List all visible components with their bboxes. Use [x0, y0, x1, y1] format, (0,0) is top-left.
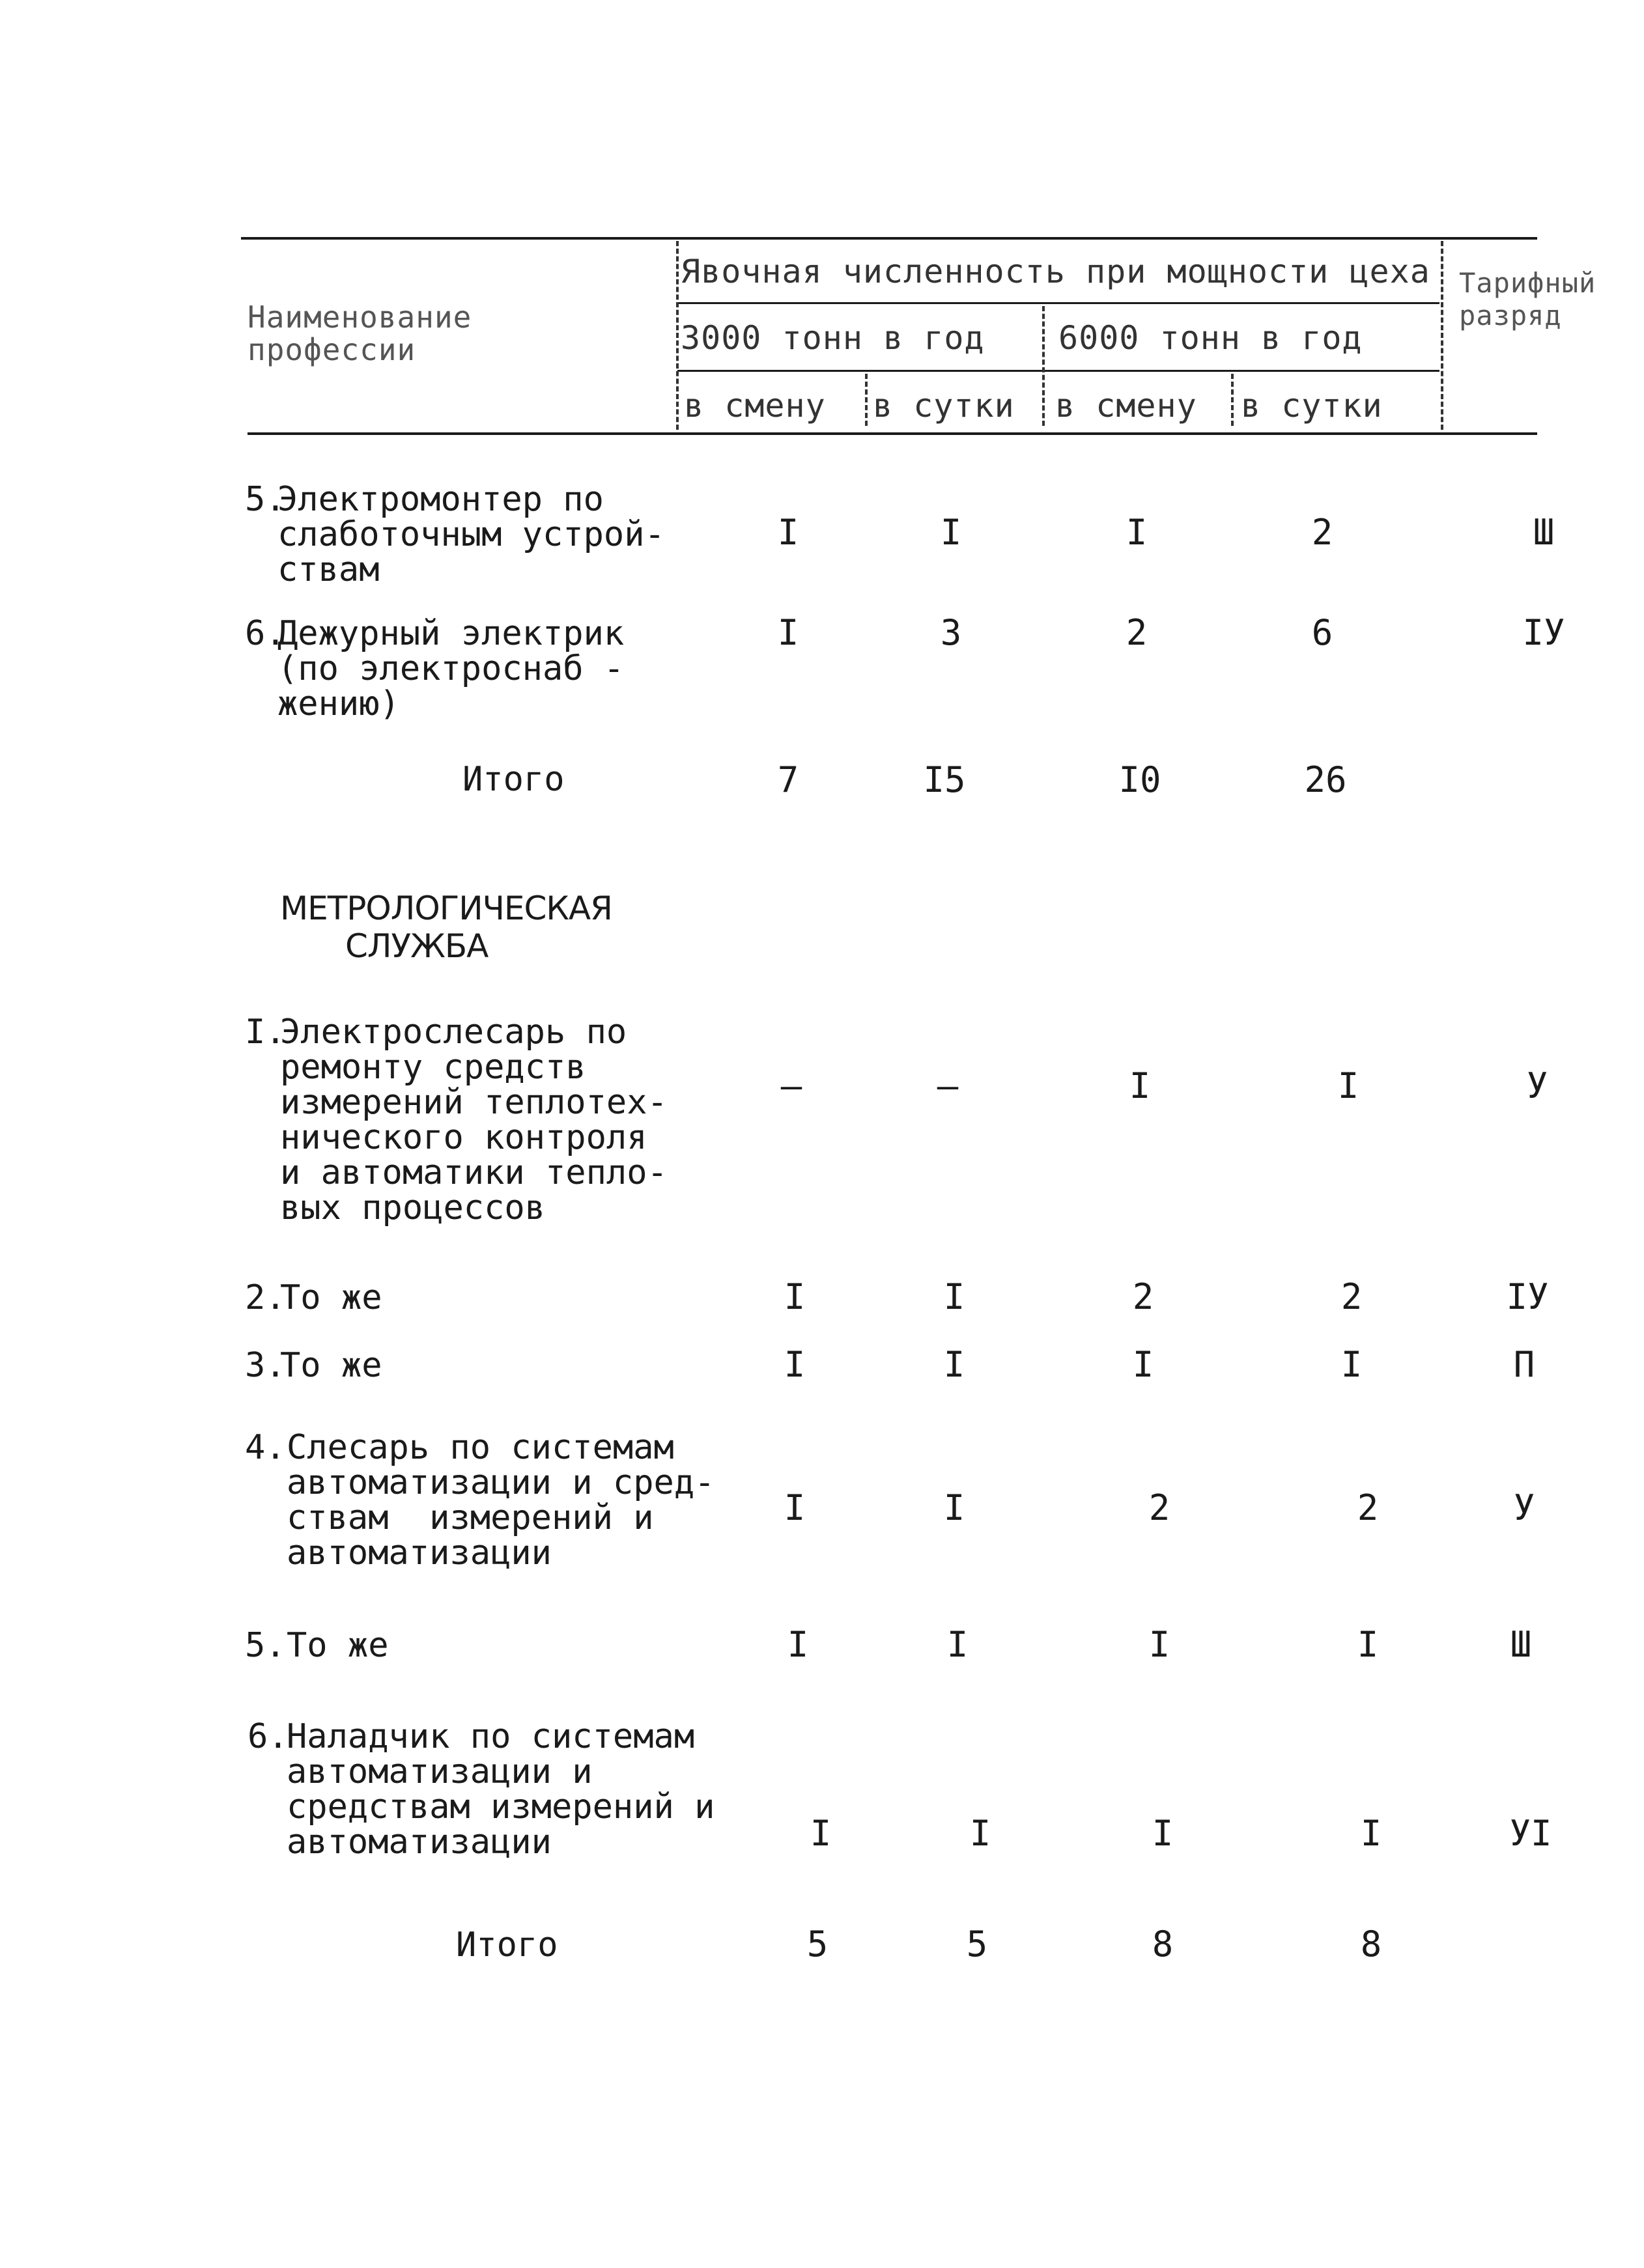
cell-rank: У: [1513, 1487, 1535, 1528]
total-label: Итого: [456, 1925, 558, 1965]
row-number: 5.: [245, 480, 286, 519]
header-divider-left: [676, 241, 679, 430]
cell-shift-3: 2: [1132, 1276, 1154, 1317]
cell-shift-3: I: [1126, 512, 1148, 553]
cell-shift-4: I: [1357, 1624, 1379, 1665]
cell-shift-1: I: [810, 1813, 832, 1854]
section-title: МЕТРОЛОГИЧЕСКАЯ СЛУЖБА: [280, 889, 612, 965]
header-top-rule: [241, 237, 1537, 240]
total-shift-2: I5: [923, 759, 966, 800]
header-divider-shift-a: [865, 374, 868, 426]
cell-rank: Ш: [1533, 512, 1555, 553]
header-count-group: Явочная численность при мощности цеха: [681, 253, 1430, 290]
cell-shift-4: 2: [1340, 1276, 1363, 1317]
total-shift-3: I0: [1118, 759, 1161, 800]
row-number: 6.: [248, 1717, 289, 1756]
header-shift-3: в смену: [1055, 387, 1197, 425]
cell-shift-1: I: [784, 1276, 806, 1317]
cell-shift-2: I: [943, 1276, 965, 1317]
row-name: Электрослесарь по ремонту средств измерений теплотех- нического контроля и автоматики тепло- вых процессов: [280, 1013, 668, 1227]
row-name: То же: [280, 1346, 382, 1385]
cell-rank: IУ: [1522, 612, 1565, 653]
cell-shift-4: I: [1337, 1065, 1359, 1106]
row-name: Наладчик по системам автоматизации и средствам измерений и автоматизации: [287, 1717, 715, 1862]
cell-shift-2: I: [943, 1487, 965, 1528]
cell-shift-1: –: [780, 1065, 802, 1106]
cell-shift-3: I: [1152, 1813, 1174, 1854]
cell-shift-2: I: [969, 1813, 991, 1854]
cell-shift-2: I: [946, 1624, 969, 1665]
cell-shift-2: 3: [940, 612, 962, 653]
row-number: I.: [245, 1013, 286, 1052]
header-shift-2: в сутки: [873, 387, 1015, 425]
header-divider-shift-b: [1231, 374, 1234, 426]
row-name: Дежурный электрик (по электроснаб - жению): [277, 614, 625, 723]
cell-shift-3: I: [1132, 1344, 1154, 1385]
cell-shift-4: I: [1340, 1344, 1363, 1385]
cell-shift-1: I: [784, 1344, 806, 1385]
cell-shift-1: I: [777, 512, 799, 553]
total-shift-1: 7: [777, 759, 799, 800]
total-shift-2: 5: [966, 1924, 988, 1965]
row-number: 3.: [245, 1346, 286, 1385]
cell-shift-4: 2: [1311, 512, 1333, 553]
total-shift-4: 8: [1360, 1924, 1382, 1965]
cell-rank: Ш: [1510, 1624, 1532, 1665]
cell-rank: УI: [1509, 1813, 1552, 1854]
cell-shift-4: 6: [1311, 612, 1333, 653]
header-rank-col: Тарифный разряд: [1459, 267, 1596, 331]
row-name: Электромонтер по слаботочным устрой- ствам: [277, 480, 665, 589]
header-capacity-rule: [677, 370, 1439, 372]
header-name-col: Наименование профессии: [248, 300, 472, 367]
cell-shift-3: I: [1129, 1065, 1151, 1106]
cell-shift-2: I: [943, 1344, 965, 1385]
cell-shift-1: I: [787, 1624, 809, 1665]
cell-shift-1: I: [777, 612, 799, 653]
header-shift-4: в сутки: [1241, 387, 1383, 425]
header-divider-right: [1441, 241, 1443, 430]
cell-rank: П: [1513, 1344, 1535, 1385]
row-name: Слесарь по системам автоматизации и сред- ствам измерений и автоматизации: [287, 1428, 715, 1573]
row-number: 5.: [245, 1626, 286, 1665]
row-number: 2.: [245, 1278, 286, 1317]
cell-shift-2: I: [940, 512, 962, 553]
header-divider-cap: [1042, 306, 1045, 426]
cell-shift-4: I: [1360, 1813, 1382, 1854]
cell-shift-1: I: [784, 1487, 806, 1528]
header-shift-1: в смену: [684, 387, 826, 425]
cell-rank: IУ: [1506, 1276, 1549, 1317]
row-number: 4.: [245, 1428, 286, 1467]
cell-rank: У: [1526, 1065, 1548, 1106]
cell-shift-3: 2: [1126, 612, 1148, 653]
total-shift-1: 5: [806, 1924, 829, 1965]
row-number: 6.: [245, 614, 286, 653]
header-capacity-right: 6000 тонн в год: [1058, 319, 1363, 357]
row-name: То же: [287, 1626, 389, 1665]
cell-shift-3: I: [1148, 1624, 1170, 1665]
cell-shift-2: –: [937, 1065, 959, 1106]
header-group-rule: [677, 302, 1439, 304]
header-capacity-left: 3000 тонн в год: [681, 319, 985, 357]
row-name: То же: [280, 1278, 382, 1317]
total-shift-4: 26: [1304, 759, 1347, 800]
total-shift-3: 8: [1152, 1924, 1174, 1965]
total-label: Итого: [462, 760, 565, 799]
header-bottom-rule: [248, 432, 1537, 435]
cell-shift-3: 2: [1148, 1487, 1170, 1528]
cell-shift-4: 2: [1357, 1487, 1379, 1528]
